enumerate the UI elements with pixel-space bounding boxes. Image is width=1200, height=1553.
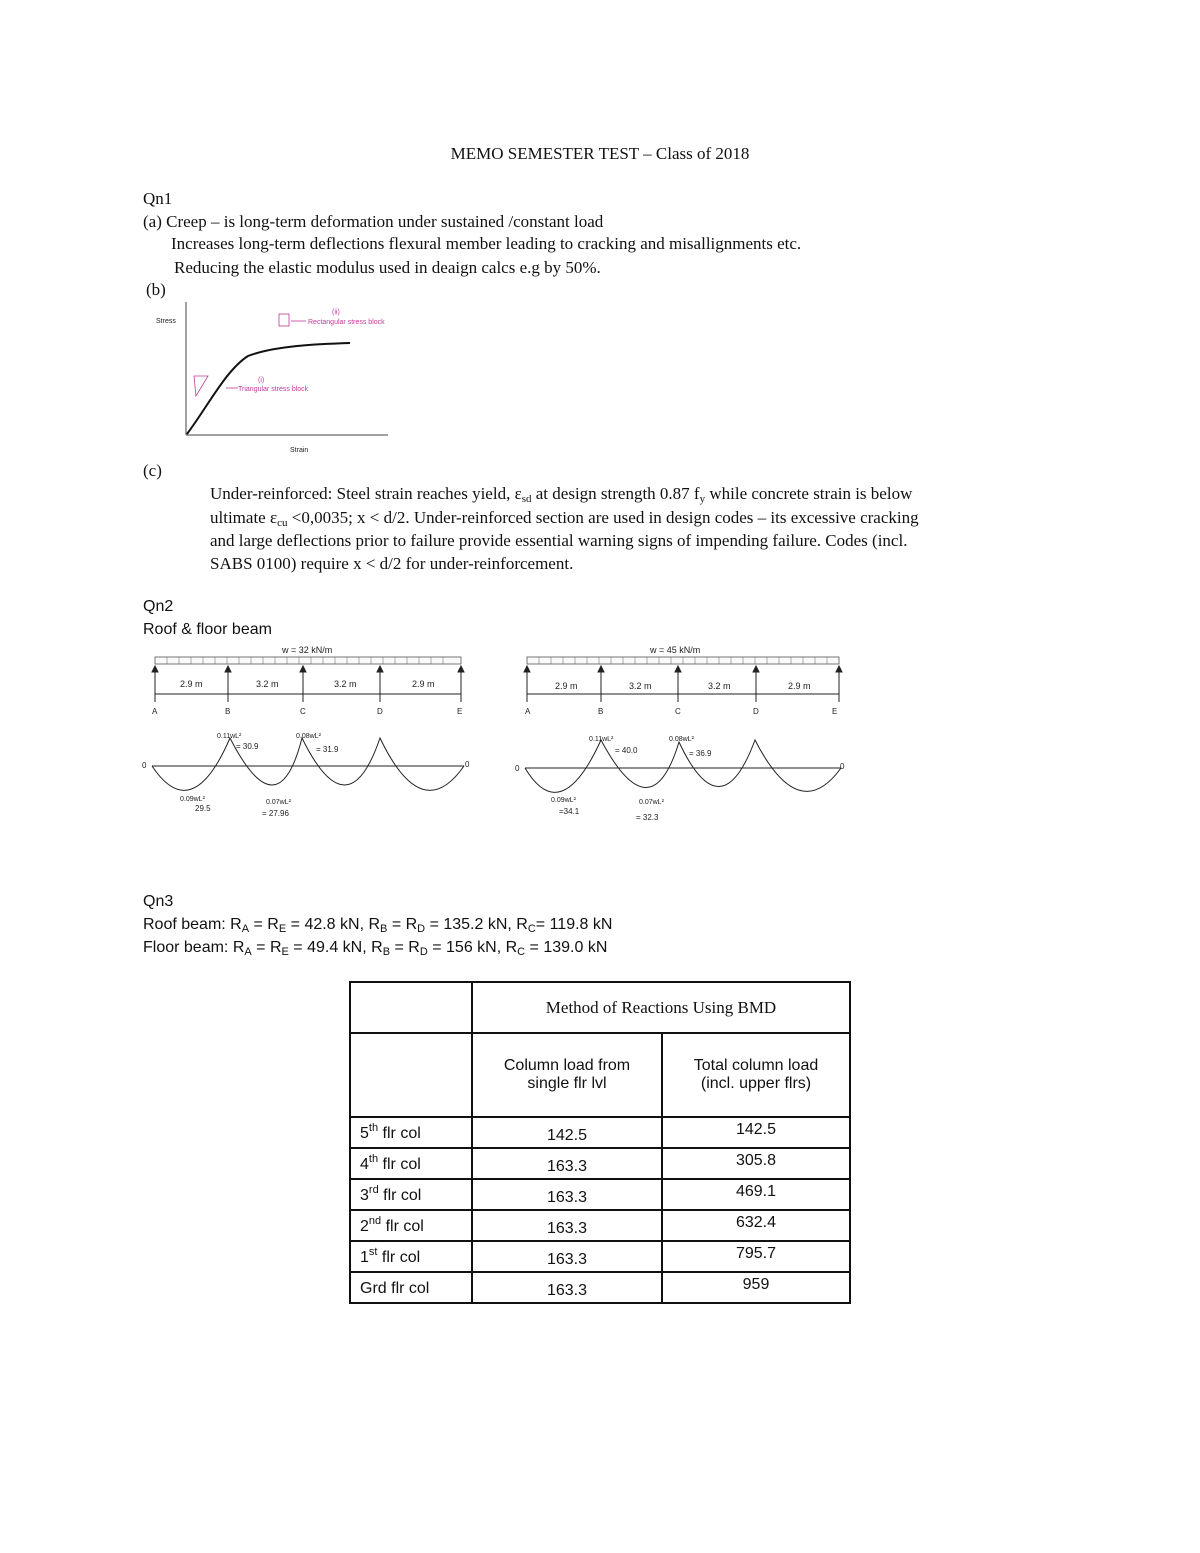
roof-moment-b-value: = 30.9: [236, 742, 259, 751]
roof-beam-diagram: [140, 642, 480, 822]
floor-bmd-curve: [525, 740, 841, 792]
row-label-rest: flr col: [378, 1125, 421, 1142]
floor-sub-e: E: [281, 946, 289, 958]
qn1-c-line1-c: while concrete strain is below: [705, 484, 913, 503]
qn1-a-line1: [143, 212, 603, 232]
table-empty-cell: [350, 982, 472, 1033]
roof-sub-d: D: [417, 923, 426, 935]
floor-beam-diagram: [513, 642, 853, 822]
qn1-b-label: (b): [146, 280, 166, 299]
table-row: [350, 1179, 850, 1210]
floor-moment-bc-coef: 0.07wL²: [639, 799, 664, 806]
roof-sub-e: E: [278, 923, 287, 935]
roof-support-b: B: [225, 707, 231, 716]
row-label: [350, 1241, 472, 1272]
graph-y-label: Stress: [156, 318, 176, 325]
floor-zero-right: 0: [840, 762, 845, 771]
row-label-num: 1: [360, 1249, 369, 1266]
row-label: [350, 1148, 472, 1179]
floor-sub-b: B: [382, 946, 391, 958]
roof-sub-c: C: [527, 923, 536, 935]
table-header-row-1: [350, 982, 850, 1033]
qn2-subheading: Roof & floor beam: [143, 621, 272, 638]
row-label-rest: flr col: [386, 1280, 430, 1297]
roof-support-d: D: [377, 707, 383, 716]
floor-moment-b-coef: 0.11wL²: [589, 736, 614, 743]
roof-moment-bc-coef: 0.07wL²: [266, 799, 291, 806]
floor-sub-c: C: [517, 946, 526, 958]
floor-span-2: 3.2 m: [629, 681, 652, 691]
row-label: [350, 1179, 472, 1210]
roof-text-5: = 119.8 kN: [535, 916, 613, 933]
roof-support-a: A: [152, 707, 158, 716]
roof-sub-a: A: [241, 923, 250, 935]
marker-i: (i): [258, 377, 265, 384]
qn1-c-line2-sub: cu: [277, 517, 288, 529]
qn1-c-line4: SABS 0100) require x < d/2 for under-reinforcement.: [210, 554, 574, 573]
floor-reactions-line: [143, 939, 607, 958]
floor-load-label: w = 45 kN/m: [650, 645, 701, 655]
row-single-load: 163.3: [472, 1272, 662, 1303]
floor-reactions-prefix: Floor beam: R: [143, 939, 245, 956]
rect-stress-block-label: Rectangular stress block: [308, 319, 385, 326]
row-single-load: 163.3: [472, 1241, 662, 1272]
stress-strain-graph: [146, 298, 416, 456]
roof-support-c: C: [300, 707, 306, 716]
row-total-load: 469.1: [662, 1179, 850, 1210]
roof-support-e: E: [457, 707, 463, 716]
header-col2-line2: (incl. upper flrs): [700, 1075, 812, 1092]
table-row: [350, 1117, 850, 1148]
tri-stress-block-label: Triangular stress block: [238, 386, 309, 393]
qn1-c-line1-b: at design strength 0.87 f: [531, 484, 700, 503]
floor-text-4: = 156 kN, R: [427, 939, 518, 956]
row-label-sup: th: [368, 1122, 379, 1134]
roof-reactions-prefix: Roof beam: R: [143, 916, 242, 933]
table-row: [350, 1148, 850, 1179]
floor-sub-d: D: [419, 946, 428, 958]
floor-text-1: = R: [251, 939, 282, 956]
table-row: [350, 1241, 850, 1272]
qn1-a-line2: Increases long-term deflections flexural member leading to cracking and misallignments etc.: [171, 234, 802, 253]
qn1-a-text: – is long-term deformation under sustained /constant load: [210, 212, 604, 231]
row-label-rest: flr col: [378, 1156, 421, 1173]
table-header-row-2: [350, 1033, 850, 1117]
roof-moment-c-coef: 0.08wL²: [296, 733, 321, 740]
row-label: [350, 1117, 472, 1148]
row-label-num: Grd: [360, 1280, 387, 1297]
floor-support-a: A: [525, 707, 531, 716]
row-single-load: 142.5: [472, 1117, 662, 1148]
floor-moment-ab-value: =34.1: [559, 807, 580, 816]
qn1-c-line1-sub2: y: [699, 493, 706, 505]
marker-ii: (ii): [332, 309, 340, 316]
row-total-load: 795.7: [662, 1241, 850, 1272]
row-total-load: 142.5: [662, 1117, 850, 1148]
floor-text-5: = 139.0 kN: [525, 939, 608, 956]
floor-zero-left: 0: [515, 764, 520, 773]
roof-span-1: 2.9 m: [180, 679, 203, 689]
row-total-load: 959: [662, 1272, 850, 1303]
roof-span-2: 3.2 m: [256, 679, 279, 689]
floor-moment-c-value: = 36.9: [689, 749, 712, 758]
qn1-c-line1: [210, 484, 912, 505]
row-single-load: 163.3: [472, 1210, 662, 1241]
qn1-c-line2: [210, 508, 919, 529]
header-col1-line2: single flr lvl: [527, 1075, 607, 1092]
floor-moment-b-value: = 40.0: [615, 746, 638, 755]
row-label-sup: st: [368, 1246, 378, 1258]
qn1-c-line3: and large deflections prior to failure provide essential warning signs of impending failure. Codes (incl.: [210, 531, 908, 550]
qn1-c-line2-a: ultimate ε: [210, 508, 278, 527]
table-row: [350, 1272, 850, 1303]
qn1-c-line2-b: <0,0035; x < d/2. Under-reinforced section are used in design codes – its excessive cracking: [287, 508, 919, 527]
qn1-a-label: (a) Creep: [143, 212, 207, 231]
tri-stress-block-icon: [194, 376, 208, 396]
qn1-c-label: (c): [143, 461, 162, 480]
row-label-sup: th: [368, 1153, 379, 1165]
roof-span-4: 2.9 m: [412, 679, 435, 689]
roof-text-4: = 135.2 kN, R: [425, 916, 528, 933]
header-col2-line1: Total column load: [693, 1057, 819, 1074]
roof-udl-bar: [155, 657, 461, 664]
roof-span-3: 3.2 m: [334, 679, 357, 689]
row-label-rest: flr col: [378, 1187, 422, 1204]
roof-moment-b-coef: 0.11wL²: [217, 733, 242, 740]
floor-span-3: 3.2 m: [708, 681, 731, 691]
floor-moment-c-coef: 0.08wL²: [669, 736, 694, 743]
roof-text-3: = R: [387, 916, 418, 933]
header-col1-line1: Column load from: [503, 1057, 631, 1074]
floor-support-d: D: [753, 707, 759, 716]
floor-support-c: C: [675, 707, 681, 716]
row-label-rest: flr col: [381, 1218, 424, 1235]
row-single-load: 163.3: [472, 1148, 662, 1179]
row-total-load: 305.8: [662, 1148, 850, 1179]
row-label-sup: rd: [368, 1184, 379, 1196]
graph-x-label: Strain: [290, 447, 309, 454]
floor-span-1: 2.9 m: [555, 681, 578, 691]
floor-text-3: = R: [390, 939, 420, 956]
row-label-num: 3: [360, 1187, 369, 1204]
roof-load-label: w = 32 kN/m: [282, 645, 333, 655]
row-total-load: 632.4: [662, 1210, 850, 1241]
row-label-num: 2: [360, 1218, 369, 1235]
roof-zero-left: 0: [142, 761, 147, 770]
roof-moment-ab-coef: 0.09wL²: [180, 796, 205, 803]
qn1-a-line3: Reducing the elastic modulus used in deaign calcs e.g by 50%.: [174, 258, 601, 277]
table-header-col1: [472, 1033, 662, 1117]
roof-bmd-curve: [152, 738, 464, 790]
row-label: [350, 1272, 472, 1303]
page-title: MEMO SEMESTER TEST – Class of 2018: [450, 144, 750, 163]
floor-moment-bc-value: = 32.3: [636, 813, 659, 822]
roof-sub-b: B: [380, 923, 388, 935]
roof-moment-c-value: = 31.9: [316, 745, 339, 754]
qn1-heading: Qn1: [143, 189, 173, 208]
floor-sub-a: A: [244, 946, 252, 958]
row-single-load: 163.3: [472, 1179, 662, 1210]
qn2-heading: Qn2: [143, 598, 174, 615]
table-row: [350, 1210, 850, 1241]
floor-text-2: = 49.4 kN, R: [288, 939, 383, 956]
table-empty-cell: [350, 1033, 472, 1117]
qn1-c-line1-a: Under-reinforced: Steel strain reaches yield, ε: [210, 484, 522, 503]
row-label: [350, 1210, 472, 1241]
roof-moment-bc-value: = 27.96: [262, 809, 289, 818]
roof-reactions-line: [143, 916, 612, 935]
table-header-col2: [662, 1033, 850, 1117]
floor-span-4: 2.9 m: [788, 681, 811, 691]
qn1-c-line1-sub: sd: [521, 493, 532, 505]
row-label-num: 5: [360, 1125, 369, 1142]
rect-stress-block-icon: [279, 314, 289, 326]
roof-text-2: = 42.8 kN, R: [286, 916, 381, 933]
floor-support-e: E: [832, 707, 838, 716]
row-label-rest: flr col: [377, 1249, 421, 1266]
qn3-heading: Qn3: [143, 893, 174, 910]
row-label-num: 4: [360, 1156, 369, 1173]
roof-zero-right: 0: [465, 760, 470, 769]
row-label-sup: nd: [368, 1215, 382, 1227]
floor-moment-ab-coef: 0.09wL²: [551, 797, 576, 804]
column-load-table: [349, 981, 851, 1304]
roof-text-1: = R: [249, 916, 279, 933]
table-header-main: Method of Reactions Using BMD: [472, 982, 850, 1033]
roof-moment-ab-value: 29.5: [195, 804, 211, 813]
floor-support-b: B: [598, 707, 604, 716]
